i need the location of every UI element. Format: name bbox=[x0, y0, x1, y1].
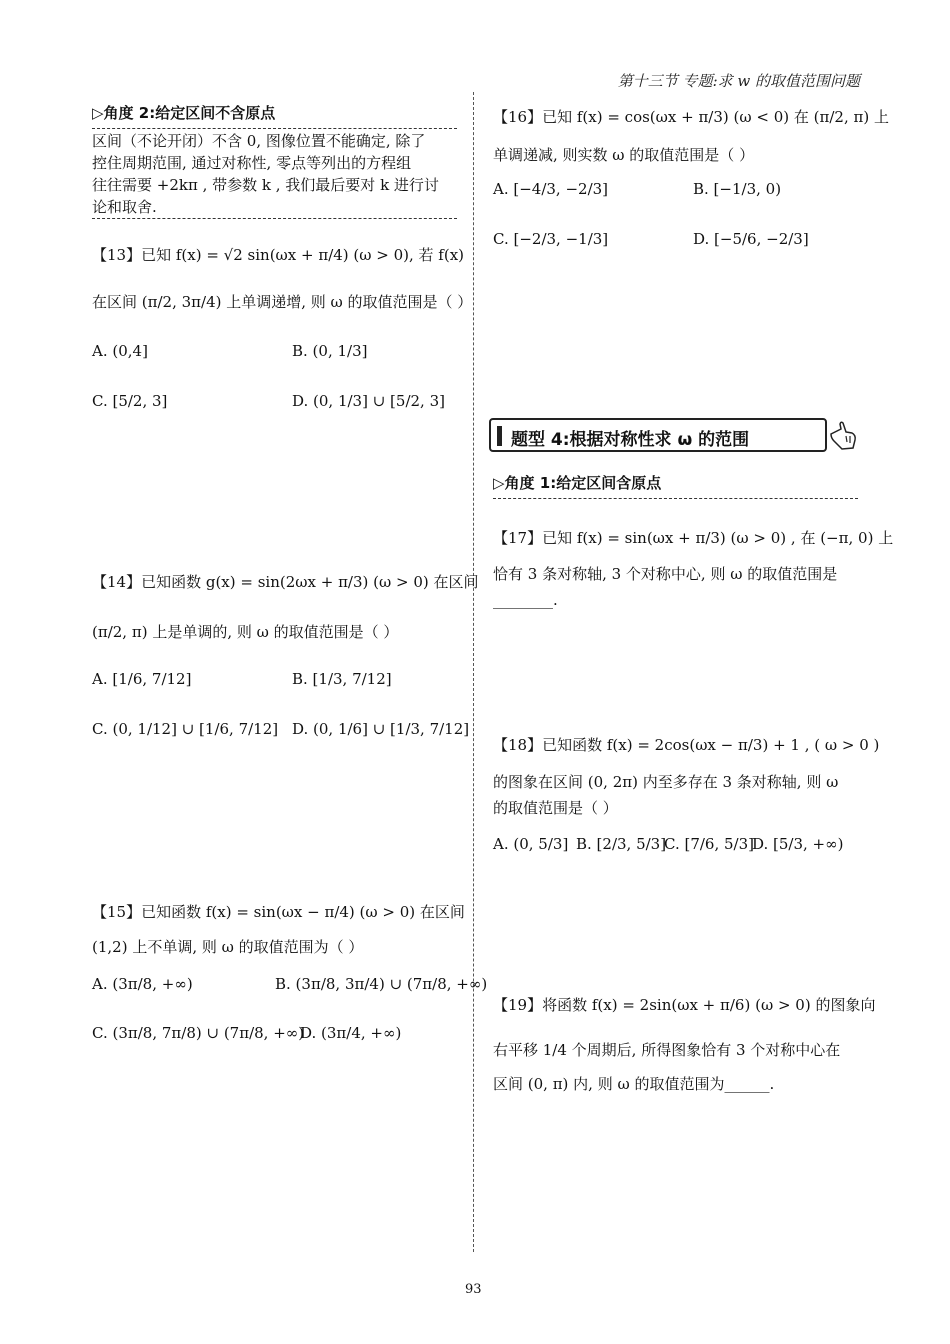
note-line: 区间（不论开闭）不含 0, 图像位置不能确定, 除了 bbox=[92, 132, 426, 150]
column-divider bbox=[473, 92, 474, 1252]
q13-option-b: B. (0, 1/3] bbox=[292, 342, 368, 360]
q16-stem-2: 单调递减, 则实数 ω 的取值范围是（ ） bbox=[493, 146, 755, 164]
q15-option-c: C. (3π/8, 7π/8) ∪ (7π/8, +∞) bbox=[92, 1024, 305, 1042]
q14-option-a: A. [1/6, 7/12] bbox=[92, 670, 192, 688]
note-line: 往往需要 +2kπ , 带参数 k , 我们最后要对 k 进行讨 bbox=[92, 176, 439, 194]
q17-stem-3: ________. bbox=[493, 591, 558, 609]
q13-option-c: C. [5/2, 3] bbox=[92, 392, 168, 410]
q13-stem-2: 在区间 (π/2, 3π/4) 上单调递增, 则 ω 的取值范围是（ ） bbox=[92, 293, 473, 311]
q16-option-a: A. [−4/3, −2/3] bbox=[493, 180, 609, 198]
q19-stem-2: 右平移 1/4 个周期后, 所得图象恰有 3 个对称中心在 bbox=[493, 1041, 841, 1059]
note-box bbox=[92, 130, 462, 218]
q14-option-b: B. [1/3, 7/12] bbox=[292, 670, 392, 688]
q13-option-d: D. (0, 1/3] ∪ [5/2, 3] bbox=[292, 392, 445, 410]
type4-title: 题型 4:根据对称性求 ω 的范围 bbox=[511, 430, 750, 450]
angle2-title: ▷角度 2:给定区间不含原点 bbox=[92, 104, 276, 122]
q14-option-c: C. (0, 1/12] ∪ [1/6, 7/12] bbox=[92, 720, 279, 738]
q19-stem-3: 区间 (0, π) 内, 则 ω 的取值范围为______. bbox=[493, 1075, 775, 1093]
note-line: 论和取舍. bbox=[92, 198, 157, 216]
q15-stem-1: 【15】已知函数 f(x) = sin(ωx − π/4) (ω > 0) 在区间 bbox=[92, 903, 465, 921]
q14-stem-2: (π/2, π) 上是单调的, 则 ω 的取值范围是（ ） bbox=[92, 623, 399, 641]
q18-stem-3: 的取值范围是（ ） bbox=[493, 799, 618, 817]
q16-stem-1: 【16】已知 f(x) = cos(ωx + π/3) (ω < 0) 在 (π/2, π) 上 bbox=[493, 108, 889, 126]
q18-option-c: C. [7/6, 5/3] bbox=[664, 835, 754, 853]
note-line: 控住周期范围, 通过对称性, 零点等列出的方程组 bbox=[92, 154, 412, 172]
banner-bar bbox=[497, 426, 502, 446]
q18-stem-2: 的图象在区间 (0, 2π) 内至多存在 3 条对称轴, 则 ω bbox=[493, 773, 839, 791]
q17-stem-1: 【17】已知 f(x) = sin(ωx + π/3) (ω > 0) , 在 (−π, 0) 上 bbox=[493, 529, 894, 547]
q18-option-b: B. [2/3, 5/3] bbox=[576, 835, 667, 853]
page-number: 93 bbox=[465, 1282, 482, 1297]
q15-option-a: A. (3π/8, +∞) bbox=[92, 975, 193, 993]
q15-option-b: B. (3π/8, 3π/4) ∪ (7π/8, +∞) bbox=[275, 975, 488, 993]
note-top-rule bbox=[92, 128, 457, 129]
q16-option-d: D. [−5/6, −2/3] bbox=[693, 230, 809, 248]
note-bottom-rule bbox=[92, 218, 457, 219]
q16-option-b: B. [−1/3, 0) bbox=[693, 180, 782, 198]
q14-stem-1: 【14】已知函数 g(x) = sin(2ωx + π/3) (ω > 0) 在区间 bbox=[92, 573, 479, 591]
q19-stem-1: 【19】将函数 f(x) = 2sin(ωx + π/6) (ω > 0) 的图象向 bbox=[493, 996, 876, 1014]
q14-option-d: D. (0, 1/6] ∪ [1/3, 7/12] bbox=[292, 720, 470, 738]
q15-option-d: D. (3π/4, +∞) bbox=[300, 1024, 402, 1042]
angle1-title: ▷角度 1:给定区间含原点 bbox=[493, 474, 662, 492]
q13-stem-1: 【13】已知 f(x) = √2 sin(ωx + π/4) (ω > 0), 若 f(x) bbox=[92, 246, 465, 264]
q13-option-a: A. (0,4] bbox=[92, 342, 148, 360]
q16-option-c: C. [−2/3, −1/3] bbox=[493, 230, 609, 248]
q15-stem-2: (1,2) 上不单调, 则 ω 的取值范围为（ ） bbox=[92, 938, 364, 956]
angle1-rule bbox=[493, 498, 858, 499]
pointing-hand-icon bbox=[828, 420, 858, 456]
q17-stem-2: 恰有 3 条对称轴, 3 个对称中心, 则 ω 的取值范围是 bbox=[493, 565, 838, 583]
page-header: 第十三节 专题:求 w 的取值范围问题 bbox=[617, 72, 860, 90]
q18-option-d: D. [5/3, +∞) bbox=[752, 835, 844, 853]
q18-stem-1: 【18】已知函数 f(x) = 2cos(ωx − π/3) + 1 , ( ω > 0 ) bbox=[493, 736, 880, 754]
q18-option-a: A. (0, 5/3] bbox=[493, 835, 569, 853]
type4-banner bbox=[489, 418, 827, 452]
